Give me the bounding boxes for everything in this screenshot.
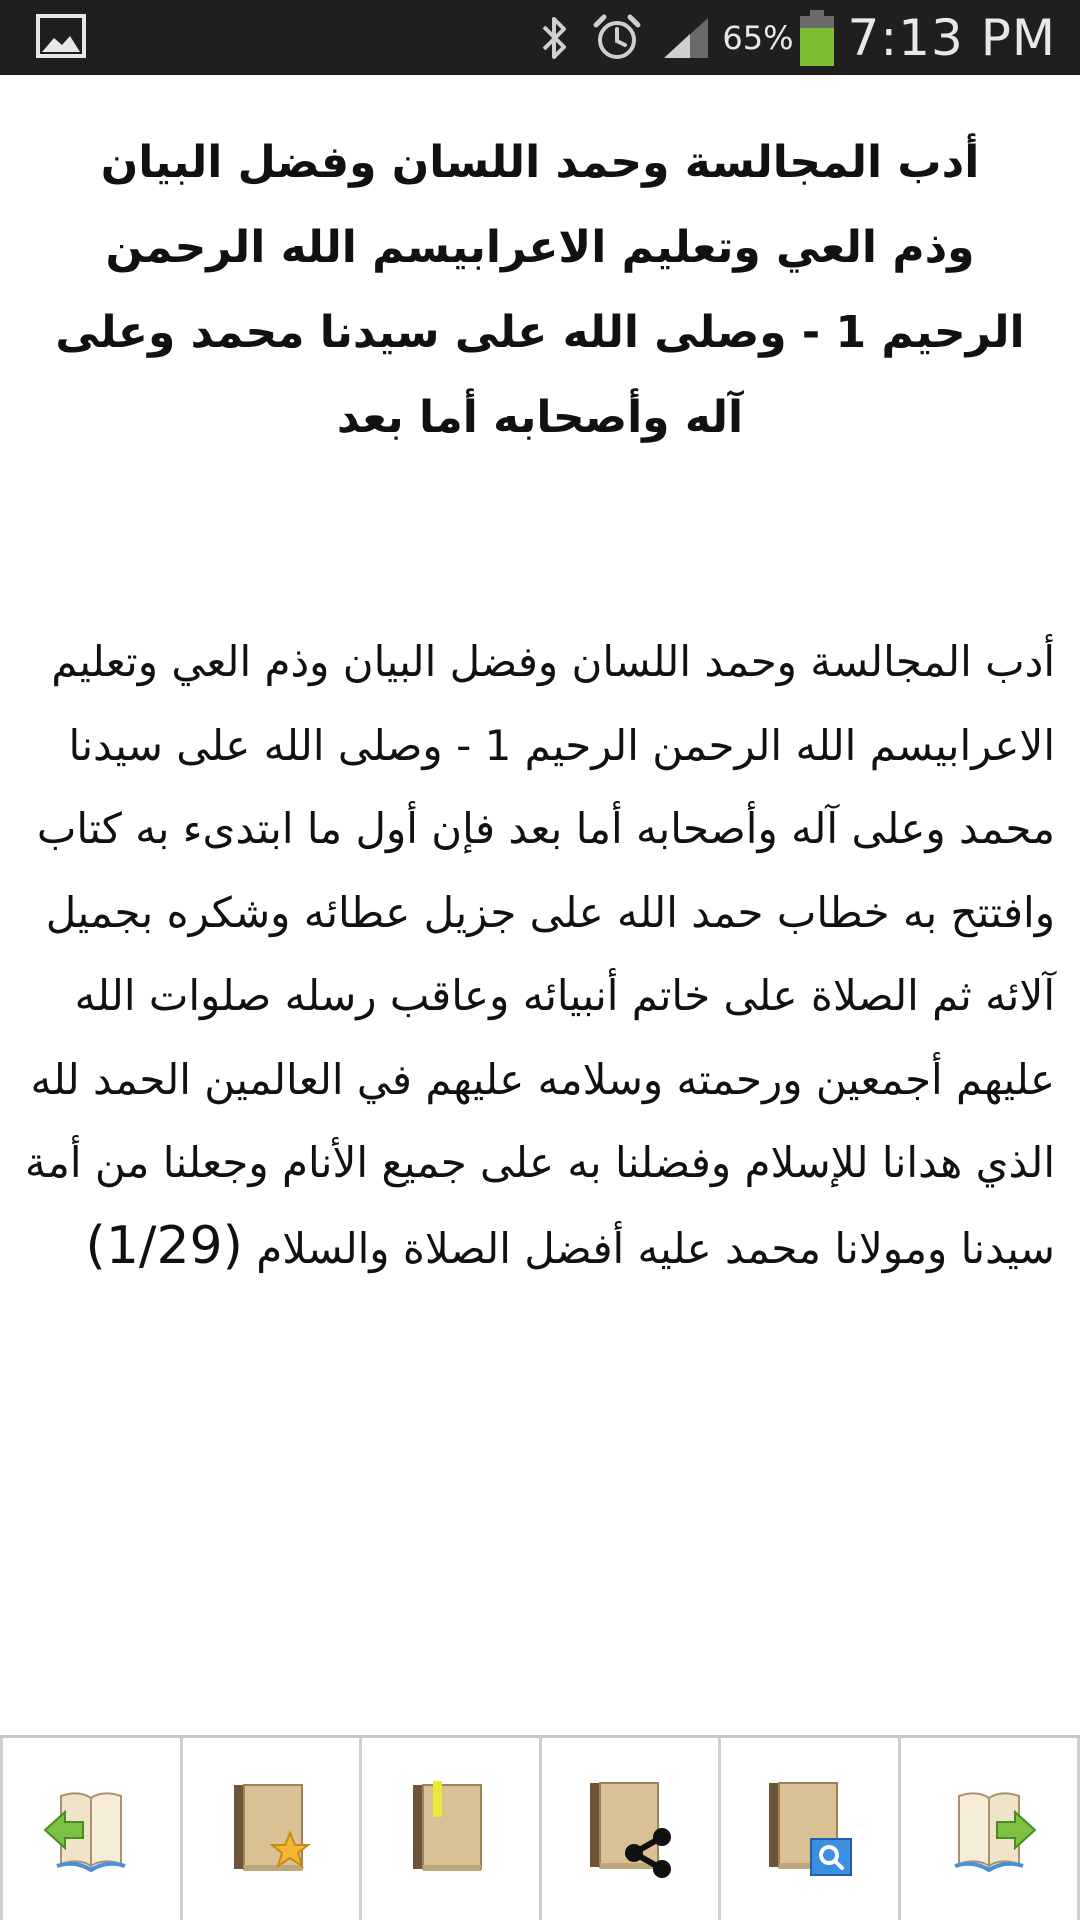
book-bookmark-icon — [405, 1781, 495, 1877]
previous-page-button[interactable] — [0, 1738, 183, 1920]
signal-icon — [662, 0, 710, 75]
reader-content[interactable] — [0, 75, 1080, 1735]
search-button[interactable] — [721, 1738, 901, 1920]
status-icons — [518, 0, 1056, 75]
gallery-icon — [36, 14, 86, 58]
page-counter: (1/29) — [86, 1216, 243, 1276]
book-share-icon — [582, 1779, 678, 1879]
book-arrow-right-icon — [939, 1786, 1039, 1872]
status-bar — [0, 0, 1080, 75]
bookmark-button[interactable] — [362, 1738, 542, 1920]
book-search-icon — [761, 1779, 857, 1879]
share-button[interactable] — [542, 1738, 722, 1920]
book-arrow-left-icon — [41, 1786, 141, 1872]
favorites-button[interactable] — [183, 1738, 363, 1920]
article-body-text: أدب المجالسة وحمد اللسان وفضل البيان وذم العي وتعليم الاعرابيسم الله الرحمن الرحيم 1 - وصلى الله على سيدنا محمد وعلى آله وأصحابه أما بعد فإن أول ما ابتدىء به كتاب وافتتح به خطاب حمد الله على جزيل عطائه وشكره بجميل آلائه ثم الصلاة على خاتم أنبيائه وعاقب رسله صلوات الله عليهم أجمعين ورحمته وسلامه عليهم في العالمين الحمد لله الذي هدانا للإسلام وفضلنا به على جميع الأنام وجعلنا من أمة سيدنا ومولانا محمد عليه أفضل الصلاة والسلام — [25, 637, 1055, 1273]
book-star-icon — [226, 1781, 316, 1877]
alarm-icon — [592, 0, 642, 75]
battery-percent: 65% — [722, 19, 793, 57]
next-page-button[interactable] — [901, 1738, 1080, 1920]
status-clock: 7:13 PM — [848, 9, 1056, 67]
bluetooth-icon — [538, 0, 572, 75]
battery-icon — [800, 0, 834, 75]
article-body — [22, 620, 1055, 1290]
article-title: أدب المجالسة وحمد اللسان وفضل البيان وذم العي وتعليم الاعرابيسم الله الرحمن الرحيم 1 - وصلى الله على سيدنا محمد وعلى آله وأصحابه أما بعد — [55, 120, 1025, 460]
bottom-toolbar — [0, 1735, 1080, 1923]
